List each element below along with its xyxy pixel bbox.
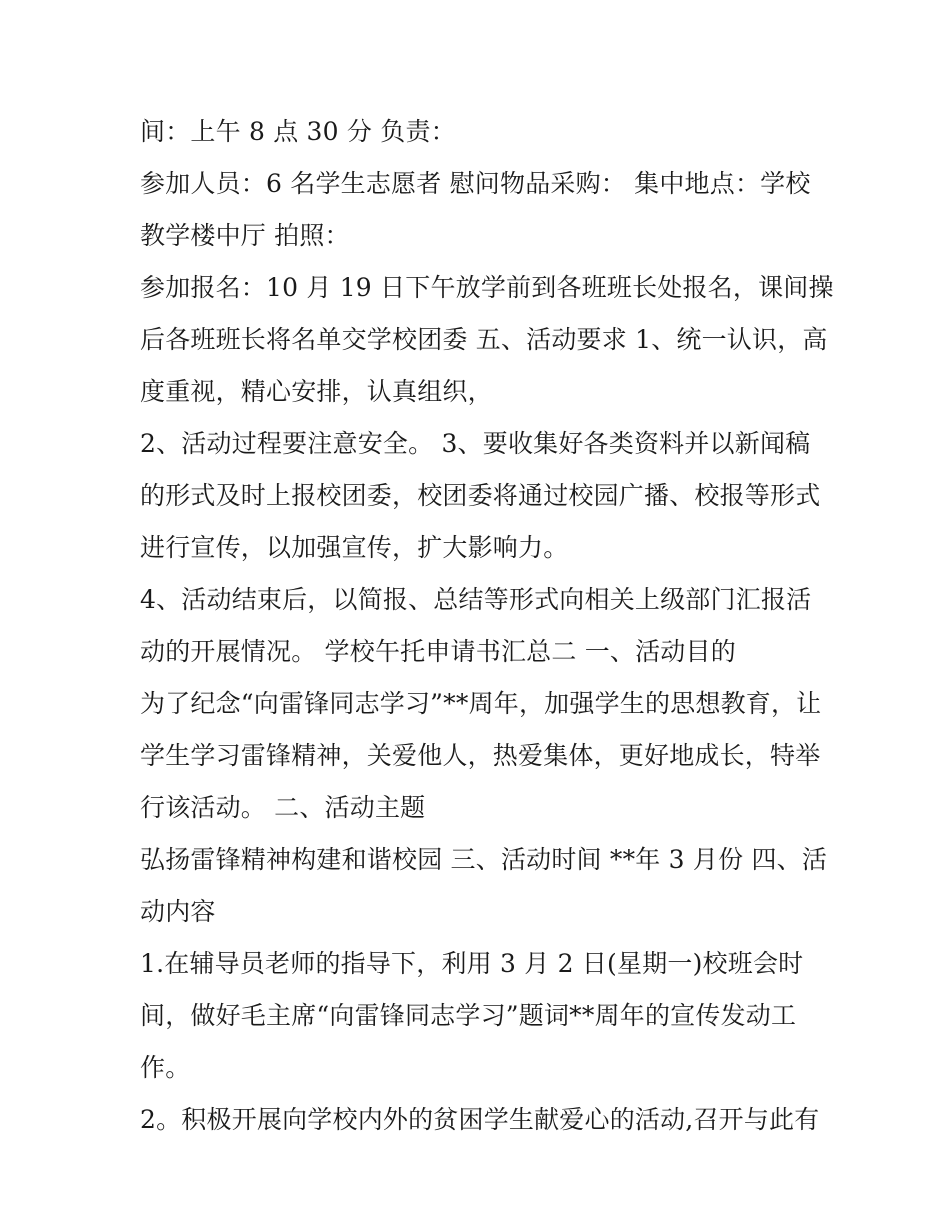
text-line: 间，做好毛主席“向雷锋同志学习”题词**周年的宣传发动工 (140, 1001, 797, 1030)
text-line: 参加报名：10 月 19 日下午放学前到各班班长处报名，课间操 (140, 273, 834, 302)
text-line: 2。积极开展向学校内外的贫困学生献爱心的活动,召开与此有 (140, 1105, 820, 1134)
text-line: 进行宣传，以加强宣传，扩大影响力。 (140, 533, 569, 562)
text-line: 参加人员：6 名学生志愿者 慰问物品采购： 集中地点：学校 (140, 169, 811, 198)
text-line: 教学楼中厅 拍照： (140, 221, 350, 250)
text-line: 弘扬雷锋精神构建和谐校园 三、活动时间 **年 3 月份 四、活 (140, 845, 828, 874)
text-line: 2、活动过程要注意安全。 3、要收集好各类资料并以新闻稿 (140, 429, 811, 458)
text-line: 的形式及时上报校团委，校团委将通过校园广播、校报等形式 (140, 481, 821, 510)
text-line: 为了纪念“向雷锋同志学习”**周年，加强学生的思想教育，让 (140, 689, 822, 718)
text-line: 度重视，精心安排，认真组织， (140, 377, 493, 406)
text-line: 作。 (140, 1053, 191, 1082)
text-line: 学生学习雷锋精神，关爱他人，热爱集体，更好地成长，特举 (140, 741, 821, 770)
text-line: 动内容 (140, 897, 216, 926)
text-line: 间：上午 8 点 30 分 负责： (140, 117, 456, 146)
text-line: 动的开展情况。 学校午托申请书汇总二 一、活动目的 (140, 637, 736, 666)
text-line: 1.在辅导员老师的指导下，利用 3 月 2 日(星期一)校班会时 (140, 949, 804, 978)
text-line: 行该活动。 二、活动主题 (140, 793, 426, 822)
text-line: 4、活动结束后，以简报、总结等形式向相关上级部门汇报活 (140, 585, 812, 614)
text-line: 后各班班长将名单交学校团委 五、活动要求 1、统一认识，高 (140, 325, 828, 354)
document-body (140, 106, 834, 1146)
